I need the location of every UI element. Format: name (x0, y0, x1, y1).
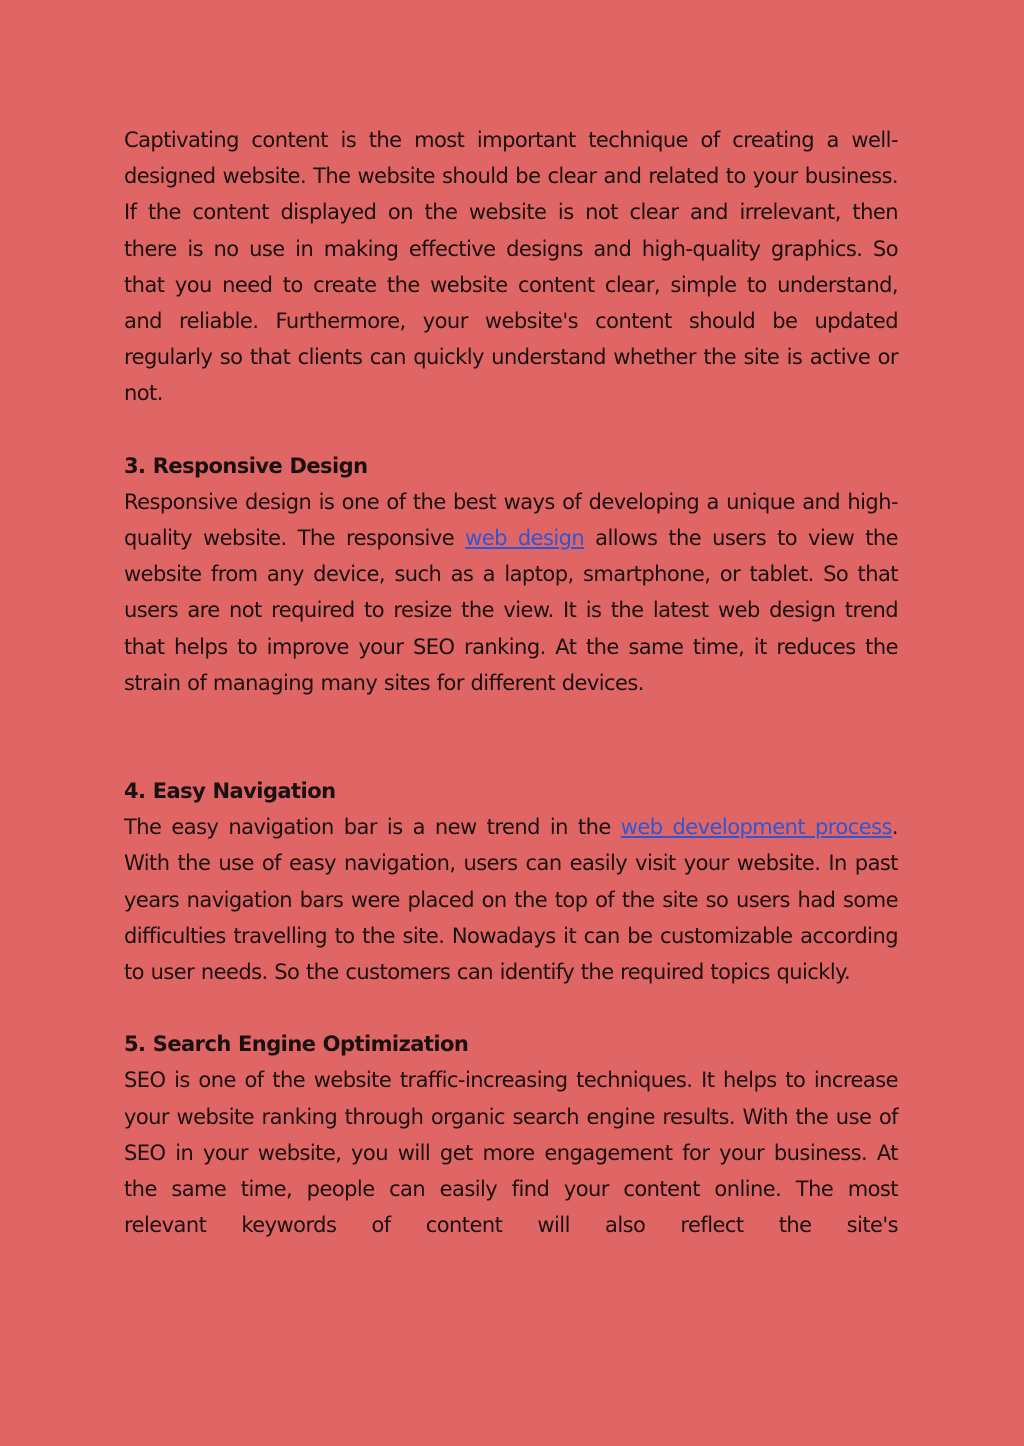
section-heading-responsive-design: 3. Responsive Design (124, 453, 368, 478)
section-heading-seo: 5. Search Engine Optimization (124, 1032, 469, 1057)
document-page (124, 122, 898, 1243)
section-heading-easy-navigation: 4. Easy Navigation (124, 779, 336, 804)
navigation-text-before-link: The easy navigation bar is a new trend in the (124, 815, 621, 840)
easy-navigation-paragraph (124, 809, 898, 990)
spacer (124, 701, 898, 773)
intro-paragraph: Captivating content is the most important technique of creating a well-designed website. The website should be clear and related to your business. If the content displayed on the website is not clear and irrelevant, then there is no use in making effective designs and high-quality graphics. So that you need to create the website content clear, simple to understand, and reliable. Furthermore, your website's content should be updated regularly so that clients can quickly understand whether the site is active or not. (124, 128, 898, 406)
web-design-link[interactable]: web design (465, 526, 585, 551)
spacer (124, 412, 898, 448)
seo-paragraph: SEO is one of the website traffic-increasing techniques. It helps to increase your website ranking through organic search engine results. With the use of SEO in your website, you will get more engagement for your business. At the same time, people can easily find your content online. The most relevant keywords of content will also reflect the site's (124, 1068, 898, 1238)
responsive-text-after-link: allows the users to view the website from any device, such as a laptop, smartphone, or tablet. So that users are not required to resize the view. It is the latest web design trend that helps to improve your SEO ranking. At the same time, it reduces the strain of managing many sites for different devices. (124, 526, 899, 695)
responsive-text-before-link: Responsive design is one of the best ways of developing a unique and high-quality website. The responsive (124, 489, 898, 551)
navigation-text-after-link: . With the use of easy navigation, users can easily visit your website. In past years navigation bars were placed on the top of the site so users had some difficulties travelling to the site. Nowadays it can be customizable according to user needs. So the customers can identify the required topics quickly. (124, 815, 898, 985)
responsive-design-paragraph (124, 484, 898, 701)
web-development-process-link[interactable]: web development process (620, 815, 892, 840)
spacer (124, 990, 898, 1026)
